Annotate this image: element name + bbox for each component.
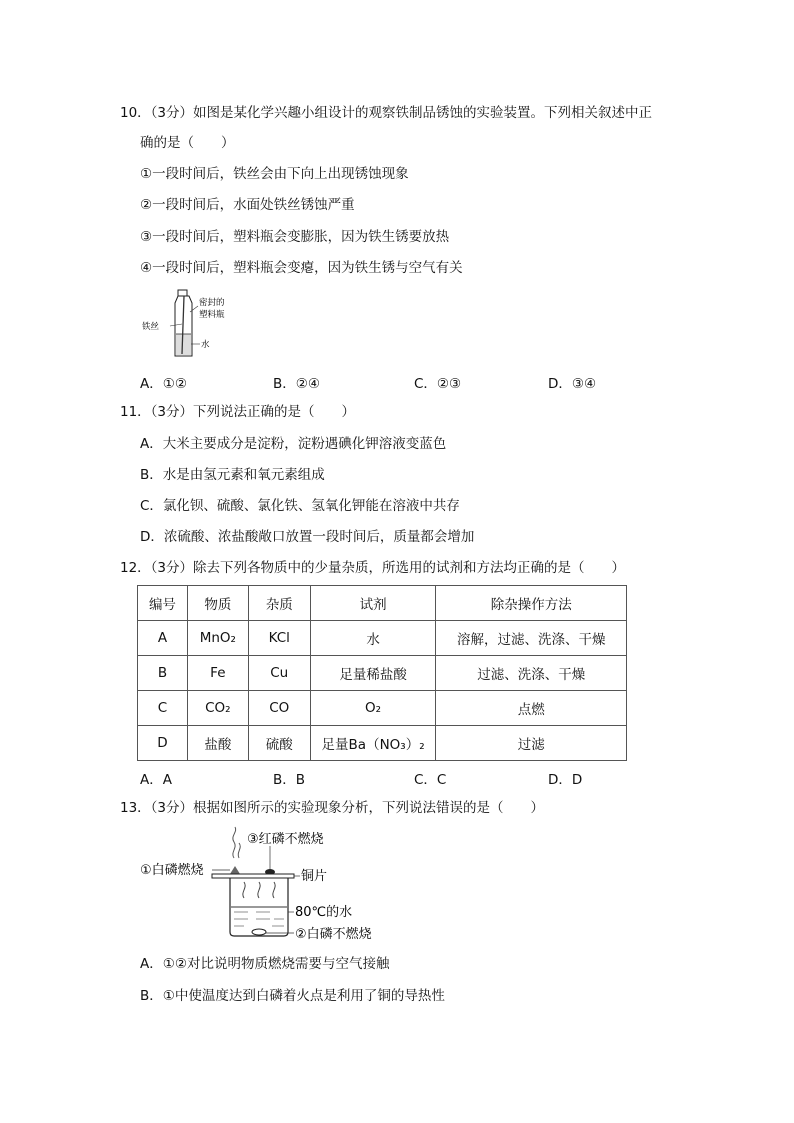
- q12-cell: 溶解，过滤、洗涤、干燥: [436, 621, 627, 656]
- q10-statement-2: ②一段时间后，水面处铁丝锈蚀严重: [140, 197, 355, 213]
- q12-cell: MnO₂: [187, 621, 248, 656]
- q10-statement-4: ④一段时间后，塑料瓶会变瘪，因为铁生锈与空气有关: [140, 260, 463, 276]
- q12-header-reagent: 试剂: [310, 586, 436, 621]
- q11-option-a[interactable]: A．大米主要成分是淀粉，淀粉遇碘化钾溶液变蓝色: [140, 436, 447, 452]
- label-white-phosphorus-underwater: ②白磷不燃烧: [295, 927, 372, 942]
- q10-stem-line1: 10．（3分）如图是某化学兴趣小组设计的观察铁制品锈蚀的实验装置。下列相关叙述中正: [120, 105, 653, 121]
- q12-cell: O₂: [310, 691, 436, 726]
- steam-wisp: [243, 882, 245, 898]
- q12-cell: A: [138, 621, 188, 656]
- q10-option-d[interactable]: D．③④: [548, 376, 597, 392]
- table-row: [138, 726, 627, 761]
- q12-cell: D: [138, 726, 188, 761]
- q12-cell: 过滤、洗涤、干燥: [436, 656, 627, 691]
- q12-cell: 盐酸: [187, 726, 248, 761]
- table-row: [138, 691, 627, 726]
- q10-option-a[interactable]: A．①②: [140, 376, 187, 392]
- q13-stem: 13．（3分）根据如图所示的实验现象分析，下列说法错误的是（ ）: [120, 800, 545, 816]
- q10-statement-1: ①一段时间后，铁丝会由下向上出现锈蚀现象: [140, 166, 409, 182]
- q12-option-d[interactable]: D．D: [548, 772, 583, 788]
- q12-cell: KCl: [248, 621, 310, 656]
- q12-cell: 足量稀盐酸: [310, 656, 436, 691]
- q11-option-d[interactable]: D．浓硫酸、浓盐酸敞口放置一段时间后，质量都会增加: [140, 529, 475, 545]
- label-copper: 铜片: [301, 869, 328, 884]
- white-phosphorus-burning: [230, 866, 240, 874]
- bottle-water: [176, 334, 191, 355]
- steam-wisp: [258, 882, 260, 898]
- q12-header-impurity: 杂质: [248, 586, 310, 621]
- label-red-phosphorus: ③红磷不燃烧: [247, 832, 324, 847]
- q13-option-a[interactable]: A．①②对比说明物质燃烧需要与空气接触: [140, 956, 390, 972]
- q12-cell: CO: [248, 691, 310, 726]
- q12-cell: 水: [310, 621, 436, 656]
- q10-option-b[interactable]: B．②④: [273, 376, 320, 392]
- q12-cell: 点燃: [436, 691, 627, 726]
- q10-option-c[interactable]: C．②③: [414, 376, 462, 392]
- label-hot-water: 80℃的水: [295, 905, 353, 920]
- q12-header-substance: 物质: [187, 586, 248, 621]
- q12-option-a[interactable]: A．A: [140, 772, 172, 788]
- q12-cell: Cu: [248, 656, 310, 691]
- smoke-wisp: [238, 843, 240, 858]
- q12-header-method: 除杂操作方法: [436, 586, 627, 621]
- q12-header-id: 编号: [138, 586, 188, 621]
- copper-sheet: [212, 874, 294, 878]
- steam-wisp: [273, 882, 275, 898]
- smoke-wisp: [233, 827, 236, 858]
- q13-combustion-apparatus-figure: [138, 826, 388, 948]
- q10-rust-apparatus-figure: [140, 288, 250, 360]
- q12-cell: Fe: [187, 656, 248, 691]
- q11-option-c[interactable]: C．氯化钡、硫酸、氯化铁、氢氧化钾能在溶液中共存: [140, 498, 460, 514]
- white-phosphorus-underwater: [252, 929, 266, 935]
- wire-pointer: [170, 324, 182, 326]
- q12-option-b[interactable]: B．B: [273, 772, 306, 788]
- bottle-pointer: [190, 306, 198, 312]
- bottle-cap: [178, 290, 187, 296]
- q11-option-b[interactable]: B．水是由氢元素和氧元素组成: [140, 467, 325, 483]
- q11-stem: 11．（3分）下列说法正确的是（ ）: [120, 404, 356, 420]
- q12-cell: CO₂: [187, 691, 248, 726]
- q12-table: [137, 585, 627, 761]
- q12-cell: 过滤: [436, 726, 627, 761]
- table-row: [138, 656, 627, 691]
- q12-cell: 足量Ba（NO₃）₂: [310, 726, 436, 761]
- q13-option-b[interactable]: B．①中使温度达到白磷着火点是利用了铜的导热性: [140, 988, 445, 1004]
- q10-statement-3: ③一段时间后，塑料瓶会变膨胀，因为铁生锈要放热: [140, 229, 450, 245]
- table-row: [138, 621, 627, 656]
- label-bottle-1: 密封的: [199, 298, 225, 308]
- q12-header-row: [138, 586, 627, 621]
- q12-cell: C: [138, 691, 188, 726]
- q12-stem: 12．（3分）除去下列各物质中的少量杂质，所选用的试剂和方法均正确的是（ ）: [120, 560, 626, 576]
- q12-option-c[interactable]: C．C: [414, 772, 447, 788]
- label-white-phosphorus-burning: ①白磷燃烧: [140, 863, 204, 878]
- label-bottle-2: 塑料瓶: [199, 310, 225, 320]
- label-water: 水: [201, 340, 210, 350]
- q12-cell: B: [138, 656, 188, 691]
- q12-cell: 硫酸: [248, 726, 310, 761]
- q10-stem-line2: 确的是（ ）: [140, 135, 235, 151]
- label-wire: 铁丝: [142, 322, 160, 332]
